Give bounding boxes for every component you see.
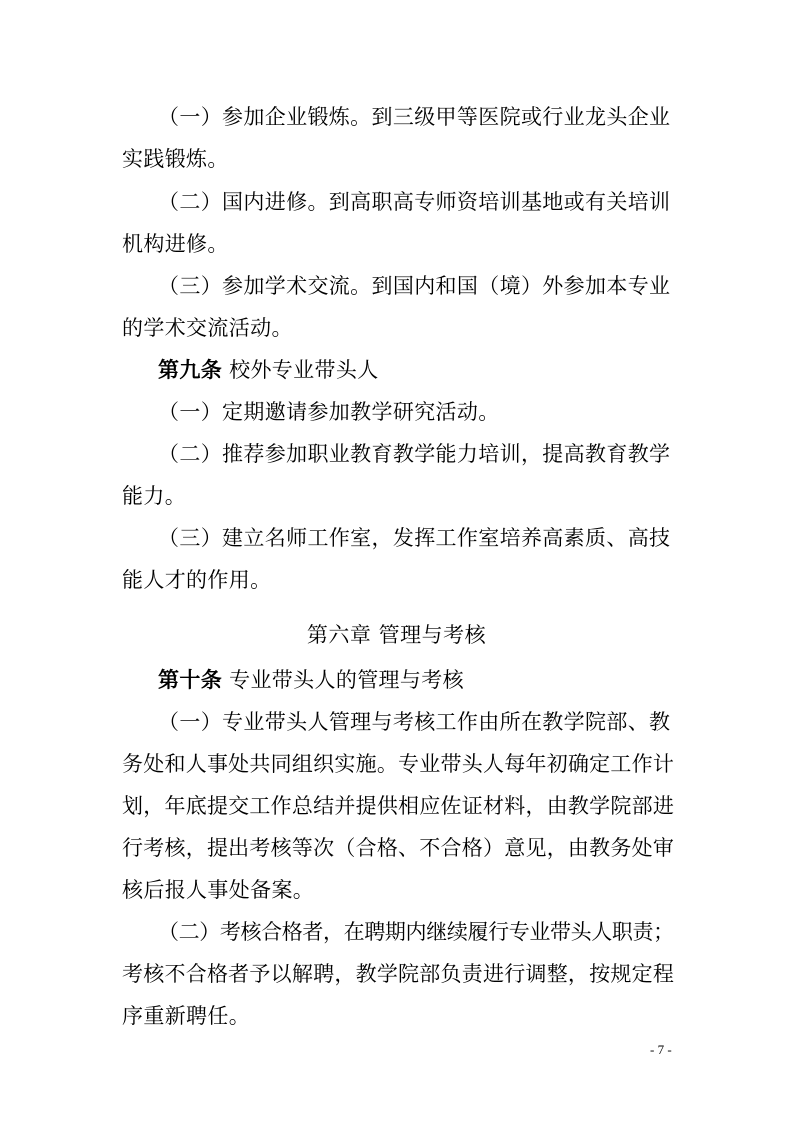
article-title: 校外专业带头人 xyxy=(229,358,379,382)
text-line: （一）参加企业锻炼。到三级甲等医院或行业龙头企业 xyxy=(158,105,671,129)
text-line: （三）建立名师工作室，发挥工作室培养高素质、高技 xyxy=(158,526,671,550)
text-line: 划，年底提交工作总结并提供相应佐证材料，由教学院部进 xyxy=(122,794,675,818)
text-line: 行考核，提出考核等次（合格、不合格）意见，由教务处审 xyxy=(122,836,675,860)
text-line: 序重新聘任。 xyxy=(122,1004,251,1028)
text-line: 考核不合格者予以解聘，教学院部负责进行调整，按规定程 xyxy=(122,962,675,986)
text-line: 实践锻炼。 xyxy=(122,147,229,171)
article-title: 专业带头人的管理与考核 xyxy=(229,668,464,692)
text-line: （二）考核合格者，在聘期内继续履行专业带头人职责； xyxy=(158,920,674,944)
text-line: （二）国内进修。到高职高专师资培训基地或有关培训 xyxy=(158,190,671,214)
page-number: - 7 - xyxy=(650,1042,672,1057)
text-line: 机构进修。 xyxy=(122,232,229,256)
article-label: 第十条 xyxy=(158,668,223,692)
article-heading xyxy=(158,356,379,384)
article-label: 第九条 xyxy=(158,358,223,382)
text-line: （一）定期邀请参加教学研究活动。 xyxy=(158,400,500,424)
text-line: （二）推荐参加职业教育教学能力培训，提高教育教学 xyxy=(158,442,671,466)
article-heading xyxy=(158,666,464,694)
chapter-heading: 第六章 管理与考核 xyxy=(306,623,487,647)
text-line: （一）专业带头人管理与考核工作由所在教学院部、教 xyxy=(158,710,671,734)
text-line: 的学术交流活动。 xyxy=(122,316,293,340)
text-line: 核后报人事处备案。 xyxy=(122,878,315,902)
text-line: 务处和人事处共同组织实施。专业带头人每年初确定工作计 xyxy=(122,752,675,776)
text-line: 能力。 xyxy=(122,484,187,508)
text-line: （三）参加学术交流。到国内和国（境）外参加本专业 xyxy=(158,274,671,298)
text-line: 能人才的作用。 xyxy=(122,568,272,592)
